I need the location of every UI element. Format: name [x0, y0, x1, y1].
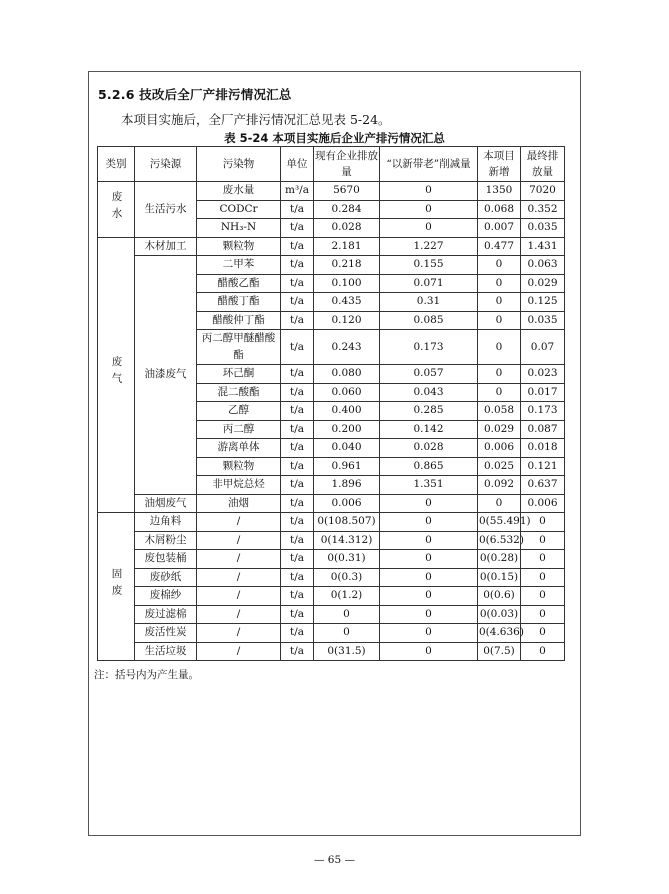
- unit-cell: t/a: [281, 624, 314, 643]
- existing-cell: 0.040: [314, 439, 380, 458]
- reduction-cell: 0: [380, 513, 478, 532]
- reduction-cell: 0: [380, 494, 478, 513]
- pollutant-cell: /: [197, 587, 281, 606]
- reduction-cell: 0.043: [380, 383, 478, 402]
- unit-cell: t/a: [281, 237, 314, 256]
- final-cell: 0.125: [521, 293, 565, 312]
- pollutant-cell: 丙二醇: [197, 420, 281, 439]
- pollutant-cell: 非甲烷总烃: [197, 476, 281, 495]
- added-cell: 0: [478, 256, 521, 275]
- pollutant-cell: 油烟: [197, 494, 281, 513]
- pollutant-cell: /: [197, 568, 281, 587]
- final-cell: 0.023: [521, 365, 565, 384]
- unit-cell: t/a: [281, 365, 314, 384]
- col-header-pollutant: 污染物: [197, 147, 281, 182]
- unit-cell: t/a: [281, 568, 314, 587]
- reduction-cell: 0: [380, 624, 478, 643]
- existing-cell: 0(108.507): [314, 513, 380, 532]
- source-cell: 废棉纱: [135, 587, 197, 606]
- existing-cell: 1.896: [314, 476, 380, 495]
- reduction-cell: 0.028: [380, 439, 478, 458]
- reduction-cell: 0.085: [380, 311, 478, 330]
- table-row: [98, 494, 565, 513]
- final-cell: 0.07: [521, 330, 565, 365]
- pollutant-cell: 醋酸仲丁酯: [197, 311, 281, 330]
- added-cell: 0.025: [478, 457, 521, 476]
- pollutant-cell: /: [197, 605, 281, 624]
- reduction-cell: 0.285: [380, 402, 478, 421]
- source-cell: 木屑粉尘: [135, 531, 197, 550]
- added-cell: 0(4.636): [478, 624, 521, 643]
- existing-cell: 0.284: [314, 200, 380, 219]
- pollutant-cell: 颗粒物: [197, 457, 281, 476]
- added-cell: 0.006: [478, 439, 521, 458]
- added-cell: 0.007: [478, 219, 521, 238]
- final-cell: 0.035: [521, 219, 565, 238]
- unit-cell: t/a: [281, 274, 314, 293]
- added-cell: 0(7.5): [478, 642, 521, 661]
- existing-cell: 0(31.5): [314, 642, 380, 661]
- added-cell: 0(0.03): [478, 605, 521, 624]
- unit-cell: t/a: [281, 293, 314, 312]
- reduction-cell: 0.142: [380, 420, 478, 439]
- pollutant-cell: 游离单体: [197, 439, 281, 458]
- final-cell: 0: [521, 624, 565, 643]
- added-cell: 0: [478, 293, 521, 312]
- table-row: [98, 587, 565, 606]
- section-heading: [98, 85, 292, 103]
- pollutant-cell: /: [197, 642, 281, 661]
- final-cell: 0.029: [521, 274, 565, 293]
- reduction-cell: 0: [380, 200, 478, 219]
- source-cell: 废活性炭: [135, 624, 197, 643]
- final-cell: 0.087: [521, 420, 565, 439]
- unit-cell: t/a: [281, 420, 314, 439]
- table-row: [98, 182, 565, 201]
- source-cell: 油漆废气: [135, 256, 197, 495]
- unit-cell: t/a: [281, 642, 314, 661]
- pollutant-cell: /: [197, 531, 281, 550]
- existing-cell: 2.181: [314, 237, 380, 256]
- unit-cell: t/a: [281, 605, 314, 624]
- table-row: [98, 550, 565, 569]
- final-cell: 1.431: [521, 237, 565, 256]
- table-row: [98, 237, 565, 256]
- source-cell: 废过滤棉: [135, 605, 197, 624]
- category-cell-solid: 固废: [98, 513, 135, 661]
- section-title: 技改后全厂产排污情况汇总: [139, 87, 292, 102]
- table-row: [98, 605, 565, 624]
- existing-cell: 0(0.31): [314, 550, 380, 569]
- col-header-final: 最终排放量: [521, 147, 565, 182]
- table-row: [98, 531, 565, 550]
- reduction-cell: 0: [380, 587, 478, 606]
- added-cell: 0: [478, 274, 521, 293]
- final-cell: 0: [521, 513, 565, 532]
- col-header-existing: 现有企业排放量: [314, 147, 380, 182]
- added-cell: 0: [478, 383, 521, 402]
- reduction-cell: 0.865: [380, 457, 478, 476]
- pollutant-cell: 醋酸乙酯: [197, 274, 281, 293]
- existing-cell: 0.218: [314, 256, 380, 275]
- table-row: [98, 624, 565, 643]
- source-cell: 木材加工: [135, 237, 197, 256]
- col-header-unit: 单位: [281, 147, 314, 182]
- existing-cell: 0.028: [314, 219, 380, 238]
- reduction-cell: 0: [380, 642, 478, 661]
- existing-cell: 0.100: [314, 274, 380, 293]
- final-cell: 0.121: [521, 457, 565, 476]
- pollutant-cell: CODCr: [197, 200, 281, 219]
- reduction-cell: 1.351: [380, 476, 478, 495]
- unit-cell: t/a: [281, 439, 314, 458]
- added-cell: 0.092: [478, 476, 521, 495]
- source-cell: 油烟废气: [135, 494, 197, 513]
- emission-summary-table: [97, 146, 565, 661]
- added-cell: 0.068: [478, 200, 521, 219]
- source-cell: 废包装桶: [135, 550, 197, 569]
- existing-cell: 5670: [314, 182, 380, 201]
- existing-cell: 0.060: [314, 383, 380, 402]
- category-cell-gas: 废气: [98, 237, 135, 513]
- pollutant-cell: 乙醇: [197, 402, 281, 421]
- existing-cell: 0(1.2): [314, 587, 380, 606]
- added-cell: 0(0.28): [478, 550, 521, 569]
- existing-cell: 0.961: [314, 457, 380, 476]
- pollutant-cell: 二甲苯: [197, 256, 281, 275]
- pollutant-cell: /: [197, 624, 281, 643]
- pollutant-cell: 醋酸丁酯: [197, 293, 281, 312]
- final-cell: 0: [521, 568, 565, 587]
- pollutant-cell: 环己酮: [197, 365, 281, 384]
- source-cell: 生活污水: [135, 182, 197, 238]
- added-cell: 0: [478, 365, 521, 384]
- final-cell: 0.017: [521, 383, 565, 402]
- table-row: [98, 642, 565, 661]
- existing-cell: 0.243: [314, 330, 380, 365]
- unit-cell: t/a: [281, 550, 314, 569]
- table-header-row: [98, 147, 565, 182]
- existing-cell: 0.400: [314, 402, 380, 421]
- unit-cell: t/a: [281, 476, 314, 495]
- unit-cell: t/a: [281, 311, 314, 330]
- added-cell: 0.029: [478, 420, 521, 439]
- added-cell: 0(0.15): [478, 568, 521, 587]
- col-header-reduction: “以新带老”削减量: [380, 147, 478, 182]
- existing-cell: 0.006: [314, 494, 380, 513]
- existing-cell: 0: [314, 624, 380, 643]
- col-header-added: 本项目新增: [478, 147, 521, 182]
- reduction-cell: 0.057: [380, 365, 478, 384]
- section-number: 5.2.6: [98, 87, 135, 102]
- added-cell: 0(0.6): [478, 587, 521, 606]
- pollutant-cell: 混二酸酯: [197, 383, 281, 402]
- reduction-cell: 0: [380, 605, 478, 624]
- unit-cell: t/a: [281, 383, 314, 402]
- source-cell: 生活垃圾: [135, 642, 197, 661]
- added-cell: 0(6.532): [478, 531, 521, 550]
- final-cell: 0: [521, 642, 565, 661]
- unit-cell: t/a: [281, 200, 314, 219]
- pollutant-cell: 丙二醇甲醚醋酸酯: [197, 330, 281, 365]
- added-cell: 1350: [478, 182, 521, 201]
- page-number: — 65 —: [313, 854, 356, 866]
- unit-cell: m³/a: [281, 182, 314, 201]
- final-cell: 0.352: [521, 200, 565, 219]
- final-cell: 0.035: [521, 311, 565, 330]
- added-cell: 0.477: [478, 237, 521, 256]
- category-cell-water: 废水: [98, 182, 135, 238]
- pollutant-cell: 颗粒物: [197, 237, 281, 256]
- final-cell: 0.006: [521, 494, 565, 513]
- intro-paragraph: 本项目实施后，全厂产排污情况汇总见表 5-24。: [121, 112, 391, 127]
- existing-cell: 0.080: [314, 365, 380, 384]
- reduction-cell: 0.173: [380, 330, 478, 365]
- existing-cell: 0(0.3): [314, 568, 380, 587]
- final-cell: 0: [521, 605, 565, 624]
- final-cell: 0: [521, 531, 565, 550]
- pollutant-cell: /: [197, 513, 281, 532]
- reduction-cell: 0.155: [380, 256, 478, 275]
- final-cell: 7020: [521, 182, 565, 201]
- added-cell: 0(55.491): [478, 513, 521, 532]
- final-cell: 0.173: [521, 402, 565, 421]
- unit-cell: t/a: [281, 513, 314, 532]
- final-cell: 0: [521, 587, 565, 606]
- table-caption: 表 5-24 本项目实施后企业产排污情况汇总: [224, 131, 445, 145]
- reduction-cell: 0: [380, 219, 478, 238]
- unit-cell: t/a: [281, 219, 314, 238]
- col-header-source: 污染源: [135, 147, 197, 182]
- existing-cell: 0.200: [314, 420, 380, 439]
- col-header-category: 类别: [98, 147, 135, 182]
- added-cell: 0.058: [478, 402, 521, 421]
- table-row: [98, 568, 565, 587]
- existing-cell: 0.435: [314, 293, 380, 312]
- pollutant-cell: /: [197, 550, 281, 569]
- final-cell: 0.018: [521, 439, 565, 458]
- added-cell: 0: [478, 311, 521, 330]
- added-cell: 0: [478, 494, 521, 513]
- existing-cell: 0.120: [314, 311, 380, 330]
- existing-cell: 0: [314, 605, 380, 624]
- table-note: 注：括号内为产生量。: [94, 669, 199, 681]
- reduction-cell: 0.31: [380, 293, 478, 312]
- final-cell: 0.063: [521, 256, 565, 275]
- source-cell: 边角料: [135, 513, 197, 532]
- reduction-cell: 1.227: [380, 237, 478, 256]
- unit-cell: t/a: [281, 457, 314, 476]
- unit-cell: t/a: [281, 531, 314, 550]
- added-cell: 0: [478, 330, 521, 365]
- final-cell: 0.637: [521, 476, 565, 495]
- reduction-cell: 0: [380, 182, 478, 201]
- reduction-cell: 0: [380, 531, 478, 550]
- source-cell: 废砂纸: [135, 568, 197, 587]
- reduction-cell: 0: [380, 550, 478, 569]
- unit-cell: t/a: [281, 494, 314, 513]
- pollutant-cell: 废水量: [197, 182, 281, 201]
- reduction-cell: 0.071: [380, 274, 478, 293]
- unit-cell: t/a: [281, 256, 314, 275]
- table-row: [98, 256, 565, 275]
- pollutant-cell: NH₃-N: [197, 219, 281, 238]
- table-row: [98, 513, 565, 532]
- unit-cell: t/a: [281, 402, 314, 421]
- reduction-cell: 0: [380, 568, 478, 587]
- unit-cell: t/a: [281, 330, 314, 365]
- unit-cell: t/a: [281, 587, 314, 606]
- existing-cell: 0(14.312): [314, 531, 380, 550]
- final-cell: 0: [521, 550, 565, 569]
